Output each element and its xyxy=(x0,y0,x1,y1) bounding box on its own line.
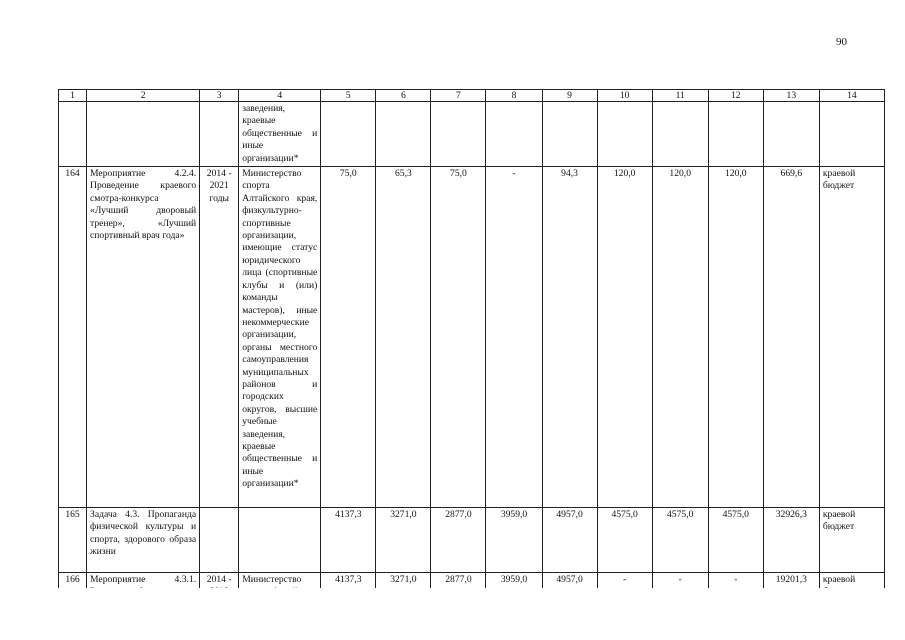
value-cell: - xyxy=(708,573,763,601)
value-cell: 4957,0 xyxy=(542,508,597,573)
value-cell: 120,0 xyxy=(597,167,652,508)
value-cell: 4957,0 xyxy=(542,573,597,601)
value-cell: 3271,0 xyxy=(376,573,431,601)
value-cell: - xyxy=(597,573,652,601)
row-number: 166 xyxy=(59,573,87,601)
executor-cell: заведения, краевые общественные и иные организации* xyxy=(239,102,321,167)
period-cell: 2014 - xyxy=(200,573,239,601)
table-row-continuation xyxy=(59,102,885,167)
executor-cell: Министерство xyxy=(239,573,321,601)
value-cell: 2877,0 xyxy=(431,508,486,573)
value-cell: 75,0 xyxy=(321,167,376,508)
value-cell: 3959,0 xyxy=(486,508,542,573)
column-header: 7 xyxy=(431,90,486,102)
column-number-header xyxy=(59,90,885,102)
total-cell: 669,6 xyxy=(763,167,819,508)
funding-source: краевой бюджет xyxy=(819,167,884,508)
value-cell: 94,3 xyxy=(542,167,597,508)
value-cell: 4137,3 xyxy=(321,508,376,573)
table-row xyxy=(59,167,885,508)
value-cell: - xyxy=(652,573,708,601)
value-cell: 4575,0 xyxy=(597,508,652,573)
column-header: 14 xyxy=(819,90,884,102)
executor-cell: Министерство спорта Алтайского края, физкультурно-спортивные организации, имеющие статус юридического лица (спортивные клубы и (или) команды мастеров), иные некоммерческие организации, органы местного самоуправления муниципальных районов и городских округов, высшие учебные заведения, краевые общественные и иные организации* xyxy=(239,167,321,508)
activity-name: Мероприятие 4.3.1. xyxy=(87,573,200,601)
column-header: 3 xyxy=(200,90,239,102)
program-activities-table xyxy=(58,89,885,601)
column-header: 4 xyxy=(239,90,321,102)
value-cell: 4575,0 xyxy=(708,508,763,573)
value-cell: 4137,3 xyxy=(321,573,376,601)
value-cell: 2877,0 xyxy=(431,573,486,601)
value-cell: 4575,0 xyxy=(652,508,708,573)
funding-source: краевой бюджет xyxy=(819,508,884,573)
row-number: 165 xyxy=(59,508,87,573)
page-number: 90 xyxy=(836,36,847,48)
column-header: 13 xyxy=(763,90,819,102)
column-header: 5 xyxy=(321,90,376,102)
activity-name: Задача 4.3. Пропаганда физической культуры и спорта, здорового образа жизни xyxy=(87,508,200,573)
column-header: 8 xyxy=(486,90,542,102)
column-header: 12 xyxy=(708,90,763,102)
page-margin xyxy=(0,588,905,640)
value-cell: 75,0 xyxy=(431,167,486,508)
executor-cell xyxy=(239,508,321,573)
row-number: 164 xyxy=(59,167,87,508)
column-header: 9 xyxy=(542,90,597,102)
column-header: 1 xyxy=(59,90,87,102)
value-cell: - xyxy=(486,167,542,508)
column-header: 10 xyxy=(597,90,652,102)
period-cell: 2014 - 2021 годы xyxy=(200,167,239,508)
column-header: 2 xyxy=(87,90,200,102)
column-header: 11 xyxy=(652,90,708,102)
table-row xyxy=(59,508,885,573)
value-cell: 3959,0 xyxy=(486,573,542,601)
value-cell: 120,0 xyxy=(652,167,708,508)
total-cell: 32926,3 xyxy=(763,508,819,573)
total-cell: 19201,3 xyxy=(763,573,819,601)
activity-name: Мероприятие 4.2.4. Проведение краевого смотра-конкурса «Лучший дворовый тренер», «Лучший спортивный врач года» xyxy=(87,167,200,508)
funding-source: краевой xyxy=(819,573,884,601)
period-cell xyxy=(200,508,239,573)
column-header: 6 xyxy=(376,90,431,102)
value-cell: 3271,0 xyxy=(376,508,431,573)
value-cell: 65,3 xyxy=(376,167,431,508)
value-cell: 120,0 xyxy=(708,167,763,508)
